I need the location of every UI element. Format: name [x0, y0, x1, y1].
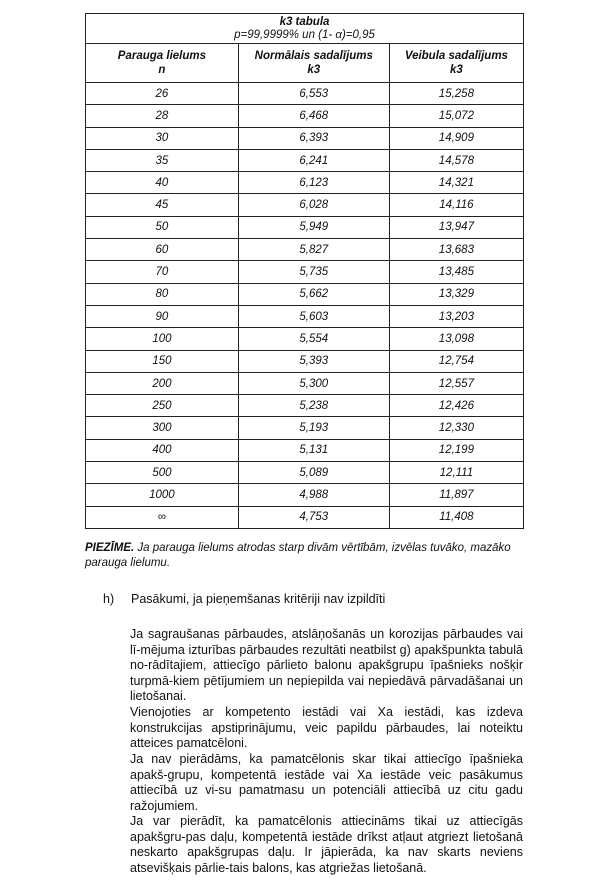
weibull-k3-cell: 11,408 [389, 506, 523, 528]
weibull-k3-cell: 14,116 [389, 194, 523, 216]
sample-size-cell: 150 [86, 350, 239, 372]
table-row [86, 239, 524, 261]
weibull-k3-cell: 12,330 [389, 417, 523, 439]
sample-size-cell: 400 [86, 439, 239, 461]
sample-size-cell: 250 [86, 395, 239, 417]
table-row [86, 83, 524, 105]
weibull-k3-cell: 15,258 [389, 83, 523, 105]
normal-k3-cell: 5,393 [238, 350, 389, 372]
weibull-k3-cell: 13,485 [389, 261, 523, 283]
normal-k3-cell: 4,753 [238, 506, 389, 528]
sample-size-cell: 300 [86, 417, 239, 439]
weibull-k3-cell: 13,203 [389, 305, 523, 327]
table-row [86, 395, 524, 417]
sample-size-cell: ∞ [86, 506, 239, 528]
table-row [86, 149, 524, 171]
weibull-k3-cell: 11,897 [389, 484, 523, 506]
weibull-k3-cell: 12,426 [389, 395, 523, 417]
sample-size-cell: 40 [86, 172, 239, 194]
normal-k3-cell: 5,300 [238, 372, 389, 394]
sample-size-cell: 100 [86, 328, 239, 350]
weibull-k3-cell: 15,072 [389, 105, 523, 127]
sample-size-cell: 500 [86, 462, 239, 484]
note-text: Ja parauga lielums atrodas starp divām vērtībām, izvēlas tuvāko, mazāko parauga lielumu. [85, 542, 511, 569]
paragraph: Ja nav pierādāms, ka pamatcēlonis skar tikai attiecīgo īpašnieka apakš-grupu, kompetentā iestāde vai Xa iestāde veic pasākumus attiecībā uz vi-su pamatmasu un potenciāli attiecībā uz citu gadu ražojumiem. [130, 752, 523, 813]
table-row [86, 261, 524, 283]
sample-size-cell: 26 [86, 83, 239, 105]
table-row [86, 439, 524, 461]
weibull-k3-cell: 13,329 [389, 283, 523, 305]
normal-k3-cell: 6,393 [238, 127, 389, 149]
table-body [86, 83, 524, 529]
note-label: PIEZĪME. [85, 542, 135, 554]
sample-size-cell: 200 [86, 372, 239, 394]
table-row [86, 350, 524, 372]
normal-k3-cell: 6,468 [238, 105, 389, 127]
table-row [86, 194, 524, 216]
table-row [86, 484, 524, 506]
section-heading [103, 592, 385, 606]
table-row [86, 417, 524, 439]
table-subtitle: p=99,9999% un (1- α)=0,95 [234, 28, 375, 41]
normal-k3-cell: 5,238 [238, 395, 389, 417]
paragraph: Ja sagraušanas pārbaudes, atslāņošanās un korozijas pārbaudes vai lī-mējuma izturības pārbaudes rezultāti neatbilst g) apakšpunkta tabulā no-rādītajiem, attiecīgo pārlieto balonu apakšgrupu īpašnieks nošķir turpmā-kiem pētījumiem un nepiepilda vai nepiedāvā pārvadāšanai un lietošanai. [130, 627, 523, 704]
table-row [86, 216, 524, 238]
normal-k3-cell: 5,949 [238, 216, 389, 238]
weibull-k3-cell: 14,578 [389, 149, 523, 171]
weibull-k3-cell: 12,754 [389, 350, 523, 372]
sample-size-cell: 60 [86, 239, 239, 261]
table-header-row [86, 44, 524, 83]
table-row [86, 172, 524, 194]
normal-k3-cell: 4,988 [238, 484, 389, 506]
sample-size-cell: 70 [86, 261, 239, 283]
sample-size-cell: 30 [86, 127, 239, 149]
weibull-k3-cell: 13,947 [389, 216, 523, 238]
normal-k3-cell: 5,089 [238, 462, 389, 484]
sample-size-cell: 45 [86, 194, 239, 216]
normal-k3-cell: 5,827 [238, 239, 389, 261]
sample-size-cell: 35 [86, 149, 239, 171]
normal-k3-cell: 5,554 [238, 328, 389, 350]
normal-k3-cell: 6,241 [238, 149, 389, 171]
table-row [86, 283, 524, 305]
sample-size-cell: 80 [86, 283, 239, 305]
sample-size-cell: 28 [86, 105, 239, 127]
table-row [86, 372, 524, 394]
table-title: k3 tabula [279, 15, 330, 28]
sample-size-cell: 90 [86, 305, 239, 327]
normal-k3-cell: 5,662 [238, 283, 389, 305]
k3-table [85, 13, 524, 529]
table-title-cell [86, 14, 524, 44]
normal-k3-cell: 6,553 [238, 83, 389, 105]
sample-size-cell: 1000 [86, 484, 239, 506]
normal-k3-cell: 6,028 [238, 194, 389, 216]
section-label: h) [103, 592, 115, 606]
normal-k3-cell: 5,131 [238, 439, 389, 461]
table-row [86, 305, 524, 327]
weibull-k3-cell: 13,098 [389, 328, 523, 350]
paragraph: Ja var pierādīt, ka pamatcēlonis attiecināms tikai uz attiecīgās apakšgru-pas daļu, kompetentā iestāde drīkst atļaut atgriezt lietošanā neskarto apakšgrupas daļu. Ir jāpierāda, ka nav skarts neviens atsevišķais pārlie-tais balons, kas atgriežas lietošanā. [130, 814, 523, 875]
normal-k3-cell: 5,735 [238, 261, 389, 283]
table-note [85, 541, 525, 571]
header-sample-size: Parauga lielums n [86, 44, 239, 83]
header-weibull-distribution: Veibula sadalījums k3 [389, 44, 523, 83]
sample-size-cell: 50 [86, 216, 239, 238]
normal-k3-cell: 6,123 [238, 172, 389, 194]
table-row [86, 328, 524, 350]
weibull-k3-cell: 12,111 [389, 462, 523, 484]
normal-k3-cell: 5,603 [238, 305, 389, 327]
weibull-k3-cell: 12,557 [389, 372, 523, 394]
weibull-k3-cell: 13,683 [389, 239, 523, 261]
table-row [86, 506, 524, 528]
section-title: Pasākumi, ja pieņemšanas kritēriji nav izpildīti [131, 592, 386, 606]
table-row [86, 462, 524, 484]
paragraph: Vienojoties ar kompetento iestādi vai Xa iestādi, kas izdeva konstrukcijas apstiprinājumu, veic papildu pārbaudes, lai noteiktu atteices pamatcēloni. [130, 705, 523, 751]
normal-k3-cell: 5,193 [238, 417, 389, 439]
weibull-k3-cell: 14,321 [389, 172, 523, 194]
header-normal-distribution: Normālais sadalījums k3 [238, 44, 389, 83]
weibull-k3-cell: 14,909 [389, 127, 523, 149]
table-row [86, 127, 524, 149]
weibull-k3-cell: 12,199 [389, 439, 523, 461]
table-row [86, 105, 524, 127]
